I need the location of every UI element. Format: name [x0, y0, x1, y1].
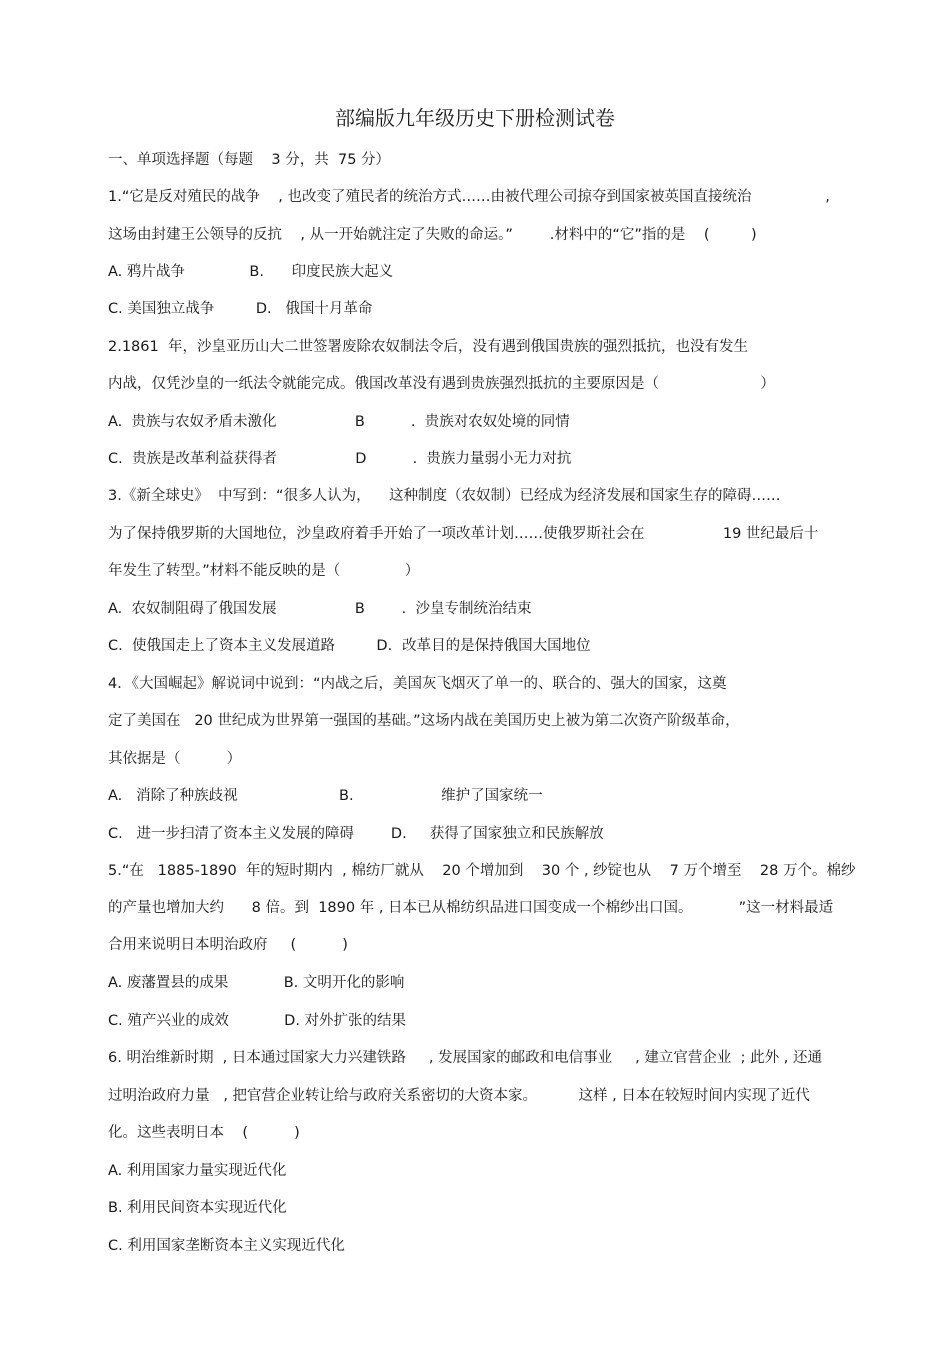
question-1-options-cd: C. 美国独立战争 D. 俄国十月革命	[108, 301, 373, 317]
question-2-line-1: 2.1861 年，沙皇亚历山大二世签署废除农奴制法令后，没有遇到俄国贵族的强烈抵抗，也没有发生	[108, 339, 748, 355]
question-1-line-1: 1.“它是反对殖民的战争 , 也改变了殖民者的统治方式……由被代理公司掠夺到国家被英国直接统治 ,	[108, 189, 830, 205]
question-4-options-ab: A. 消除了种族歧视 B. 维护了国家统一	[108, 788, 543, 804]
question-5-line-3: 合用来说明日本明治政府 ( )	[108, 937, 348, 953]
question-5-options-cd: C. 殖产兴业的成效 D. 对外扩张的结果	[108, 1013, 407, 1029]
question-5-line-2: 的产量也增加大约 8 倍。到 1890 年 , 日本已从棉纺织品进口国变成一个棉纱出口国。 ”这一材料最适	[108, 900, 834, 916]
question-1-options-ab: A. 鸦片战争 B. 印度民族大起义	[108, 264, 394, 280]
question-2-options-ab: A. 贵族与农奴矛盾未激化 B . 贵族对农奴处境的同情	[108, 414, 570, 430]
question-6-line-1: 6. 明治维新时期 , 日本通过国家大力兴建铁路 , 发展国家的邮政和电信事业 , 建立官营企业 ; 此外 , 还通	[108, 1050, 822, 1066]
question-6-line-2: 过明治政府力量 , 把官营企业转让给与政府关系密切的大资本家。 这样 , 日本在较短时间内实现了近代	[108, 1088, 810, 1104]
question-5-line-1: 5.“在 1885-1890 年的短时期内 , 棉纺厂就从 20 个增加到 30 个 , 纱锭也从 7 万个增至 28 万个。棉纱	[108, 863, 856, 879]
question-6-option-b: B. 利用民间资本实现近代化	[108, 1200, 287, 1216]
question-1-line-2: 这场由封建王公领导的反抗 , 从一开始就注定了失败的命运。” .材料中的“它”指的是 ( )	[108, 227, 757, 243]
question-5-options-ab: A. 废藩置县的成果 B. 文明开化的影响	[108, 975, 405, 991]
question-4-line-3: 其依据是（ ）	[108, 751, 242, 767]
question-6-option-a: A. 利用国家力量实现近代化	[108, 1163, 287, 1179]
exam-title: 部编版九年级历史下册检测试卷	[335, 106, 615, 130]
question-4-line-2: 定了美国在 20 世纪成为世界第一强国的基础。”这场内战在美国历史上被为第二次资产阶级革命，	[108, 713, 740, 729]
question-2-line-2: 内战，仅凭沙皇的一纸法令就能完成。俄国改革没有遇到贵族强烈抵抗的主要原因是（ ）	[108, 376, 775, 392]
section-heading: 一、单项选择题（每题 3 分，共 75 分）	[108, 152, 391, 168]
question-6-line-3: 化。这些表明日本 ( )	[108, 1125, 300, 1141]
question-6-option-c: C. 利用国家垄断资本主义实现近代化	[108, 1238, 345, 1254]
question-3-line-3: 年发生了转型。”材料不能反映的是（ ）	[108, 563, 420, 579]
question-3-options-ab: A. 农奴制阻碍了俄国发展 B . 沙皇专制统治结束	[108, 601, 532, 617]
question-4-options-cd: C. 进一步扫清了资本主义发展的障碍 D. 获得了国家独立和民族解放	[108, 826, 604, 842]
question-3-line-2: 为了保持俄罗斯的大国地位，沙皇政府着手开始了一项改革计划……使俄罗斯社会在 19 世纪最后十	[108, 526, 819, 542]
question-3-options-cd: C. 使俄国走上了资本主义发展道路 D．改革目的是保持俄国大国地位	[108, 638, 591, 654]
question-2-options-cd: C. 贵族是改革利益获得者 D . 贵族力量弱小无力对抗	[108, 451, 572, 467]
question-4-line-1: 4．《大国崛起》解说词中说到：“内战之后，美国灰飞烟灭了单一的、联合的、强大的国家，这奠	[108, 676, 727, 692]
question-3-line-1: 3.《新全球史》 中写到：“很多人认为， 这种制度（农奴制）已经成为经济发展和国家生存的障碍……	[108, 488, 781, 504]
